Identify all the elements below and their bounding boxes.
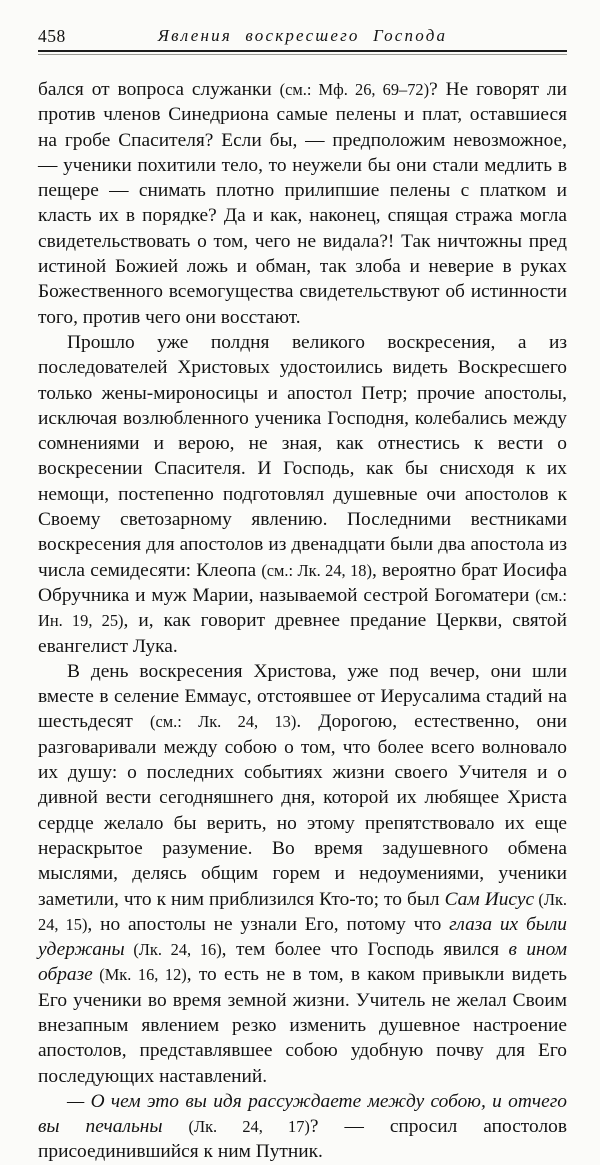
text-run-italic: — О чем это вы идя рассуждаете между собою, и отчего вы печальны <box>38 1090 567 1138</box>
text-run-cite: (см.: Лк. 24, 18) <box>261 560 372 580</box>
text-run-cite: (см.: Мф. 26, 69–72) <box>279 80 430 99</box>
text-run-cite: (Лк. 24, 17) <box>188 1117 310 1137</box>
text-run-normal: ? Не говорят ли против членов Синедриона самые пелены и плат, оставшиеся на гробе Спасителя? Если бы, — предположим невозможное, — ученики похитили тело, то неужели бы они стали медлить в пещере — снимать плотно прилипшие пелены с платком и класть их в порядке? Да и как, наконец, спящая стража могла свидетельствовать о том, чего не видала?! Так ничтожны пред истиной Божией ложь и обман, так злоба и неверие в руках Божественного всемогущества свидетельствуют об истинности того, против чего они восстают. <box>38 79 567 328</box>
text-run-normal: , и, как говорит древнее предание Церкви, святой евангелист Лука. <box>38 610 567 657</box>
text-run-cite: (Лк. 24, 16) <box>124 940 222 960</box>
text-run-normal: бался от вопроса служанки <box>38 79 280 100</box>
text-run-cite: (Лк. 24, 15) <box>38 889 568 934</box>
text-run-normal: , но апостолы не узнали Его, потому что <box>87 913 450 935</box>
text-run-cite: (Мк. 16, 12) <box>92 965 187 985</box>
text-run-normal: ? — спросил апостолов присоединившийся к ним Путник. <box>38 1116 567 1163</box>
text-run-cite: (см.: Ин. 19, 25) <box>38 585 567 631</box>
text-run-italic: в ином образе <box>38 939 567 986</box>
header-rule-divider <box>38 50 567 55</box>
text-run-normal: , вероятно брат Иосифа Обручника и муж Марии, называемой сестрой Богоматери <box>38 559 567 606</box>
text-run-italic: глаза их были удержаны <box>38 913 567 961</box>
text-run-normal: , то есть не в том, в каком привыкли видеть Его ученики во время земной жизни. Учитель не желал Своим внезапным явлением резко изменить душевное настроение апостолов, представлявшее собою удобную почву для Его последующих наставлений. <box>38 964 567 1087</box>
paragraph <box>38 659 567 1089</box>
text-run-normal: . Дорогою, естественно, они разговаривали между собою о том, что более всего волновало их душу: о последних событиях жизни своего Учителя и о дивной вести сегодняшнего дня, которой их любящее Христа сердце желало бы верить, но этому препятствовало их еще нераскрытое разумение. Во время задушевного обмена мыслями, делясь общим горем и недоумениями, ученики заметили, что к ним приблизился Кто-то; то был <box>38 711 567 910</box>
text-run-cite: (см.: Лк. 24, 13) <box>150 712 297 732</box>
paragraph <box>38 1089 567 1165</box>
text-run-normal: В день воскресения Христова, уже под вечер, они шли вместе в селение Еммаус, отстоявшее от Иерусалима стадий на шестьдесят <box>38 660 567 733</box>
page-header <box>38 26 567 48</box>
page-number: 458 <box>38 26 66 46</box>
text-run-italic: Сам Иисус <box>444 888 535 910</box>
running-title: Явления воскресшего Господа <box>157 26 448 45</box>
paragraph <box>38 330 567 659</box>
text-run-normal: Прошло уже полдня великого воскресения, а из последователей Христовых удостоились видеть Воскресшего только жены-мироносицы и апостол Петр; прочие апостолы, исключая возлюбленного ученика Господня, колебались между сомнениями и верою, не зная, как отнестись к вести о воскресении Спасителя. И Господь, как бы снисходя к их немощи, постепенно подготовлял душевные очи апостолов к Своему светозарному явлению. Последними вестниками воскресения для апостолов из двенадцати были два апостола из числа семидесяти: Клеопа <box>38 331 567 581</box>
text-run-normal: , тем более что Господь явился <box>221 939 509 961</box>
page-body <box>38 77 567 1165</box>
paragraph <box>38 77 567 330</box>
